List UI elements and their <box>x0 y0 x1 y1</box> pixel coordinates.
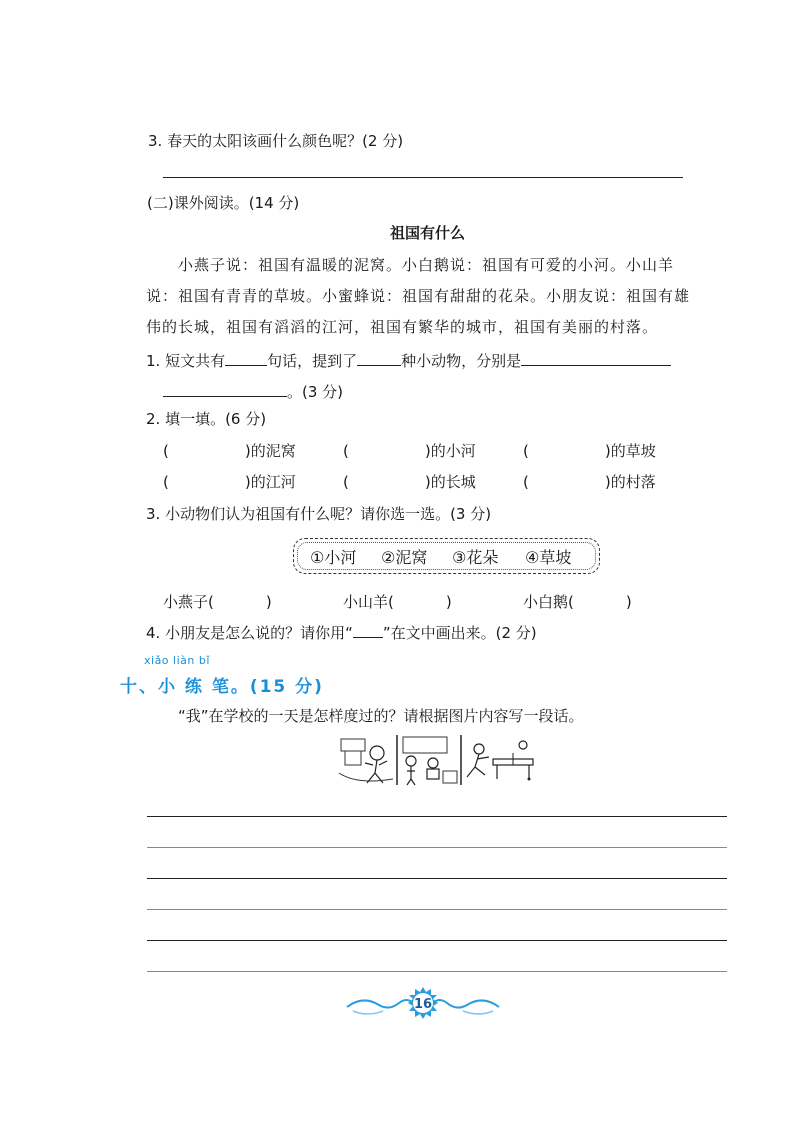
q2-item <box>343 440 476 461</box>
q4-prefix: 4. 小朋友是怎么说的？请你用“ <box>146 624 353 642</box>
close-paren: ) <box>445 593 452 611</box>
page-number: 16 <box>413 997 433 1012</box>
close-paren: ) <box>604 442 611 460</box>
picture-classroom <box>403 737 457 785</box>
close-paren: ) <box>424 473 431 491</box>
writing-line[interactable] <box>147 971 727 972</box>
q1-blank-sentences[interactable] <box>225 351 267 366</box>
writing-prompt: “我”在学校的一天是怎样度过的？请根据图片内容写一段话。 <box>178 707 584 725</box>
writing-line[interactable] <box>147 909 727 910</box>
open-paren: ( <box>523 473 529 491</box>
close-paren: ) <box>265 593 272 611</box>
q2-label: 的江河 <box>250 473 296 491</box>
question-2-header: 2. 填一填。(6 分) <box>146 410 267 428</box>
q1-prefix: 1. 短文共有 <box>146 352 226 370</box>
close-paren: ) <box>244 473 251 491</box>
q1-blank-animals-list-2[interactable] <box>163 382 287 397</box>
passage-line-3: 伟的长城，祖国有滔滔的江河，祖国有繁华的城市，祖国有美丽的村落。 <box>146 318 659 336</box>
q1-mid1: 句话，提到了 <box>267 352 358 370</box>
animal-label: 小白鹅( <box>523 593 574 611</box>
passage-line-1: 小燕子说：祖国有温暖的泥窝。小白鹅说：祖国有可爱的小河。小山羊 <box>178 256 675 274</box>
writing-line[interactable] <box>147 847 727 848</box>
open-paren: ( <box>163 473 169 491</box>
option-1: ①小河 <box>310 548 357 567</box>
writing-line[interactable] <box>147 940 727 941</box>
close-paren: ) <box>244 442 251 460</box>
picture-ping-pong <box>467 741 533 781</box>
open-paren: ( <box>343 473 349 491</box>
q1-blank-animals-list[interactable] <box>521 351 671 366</box>
open-paren: ( <box>163 442 169 460</box>
q3-animal-answer <box>163 591 272 612</box>
close-paren: ) <box>625 593 632 611</box>
writing-line[interactable] <box>147 878 727 879</box>
q1-blank-animals-count[interactable] <box>357 351 401 366</box>
page-number-ornament <box>343 985 503 1021</box>
q2-label: 的长城 <box>430 473 476 491</box>
q1-mid2: 种小动物，分别是 <box>401 352 522 370</box>
q2-item <box>523 440 656 461</box>
question-1 <box>146 350 671 371</box>
animal-label: 小山羊( <box>343 593 394 611</box>
answer-line[interactable] <box>163 177 683 178</box>
q2-item <box>343 471 476 492</box>
option-3: ③花朵 <box>452 548 499 567</box>
writing-line[interactable] <box>147 816 727 817</box>
question-4 <box>146 622 537 643</box>
q2-label: 的草坡 <box>610 442 656 460</box>
picture-morning <box>339 739 393 783</box>
q3-animal-answer <box>343 591 452 612</box>
passage-line-2: 说：祖国有青青的草坡。小蜜蜂说：祖国有甜甜的花朵。小朋友说：祖国有雄 <box>146 287 691 305</box>
section-pinyin: xiǎo liàn bǐ <box>144 654 210 667</box>
q2-item <box>523 471 656 492</box>
question-1-cont <box>163 381 343 402</box>
close-paren: ) <box>604 473 611 491</box>
q2-label: 的小河 <box>430 442 476 460</box>
question-3-header: 3. 小动物们认为祖国有什么呢？请你选一选。(3 分) <box>146 505 492 523</box>
passage-title: 祖国有什么 <box>390 224 466 242</box>
underline-sample <box>353 623 383 638</box>
q2-label: 的泥窝 <box>250 442 296 460</box>
q4-suffix: ”在文中画出来。(2 分) <box>382 624 537 642</box>
close-paren: ) <box>424 442 431 460</box>
school-day-pictures <box>337 733 537 787</box>
animal-label: 小燕子( <box>163 593 214 611</box>
q2-item <box>163 471 296 492</box>
option-4: ④草坡 <box>525 548 572 567</box>
q2-label: 的村落 <box>610 473 656 491</box>
open-paren: ( <box>523 442 529 460</box>
q3-animal-answer <box>523 591 632 612</box>
section-header-reading: (二)课外阅读。(14 分) <box>147 194 300 212</box>
section-heading-writing: 十、小 练 笔。(15 分) <box>120 677 324 697</box>
q1-suffix: 。(3 分) <box>287 383 344 401</box>
option-2: ②泥窝 <box>381 548 428 567</box>
q2-item <box>163 440 296 461</box>
question-spring-sun: 3. 春天的太阳该画什么颜色呢？(2 分) <box>148 132 404 150</box>
open-paren: ( <box>343 442 349 460</box>
